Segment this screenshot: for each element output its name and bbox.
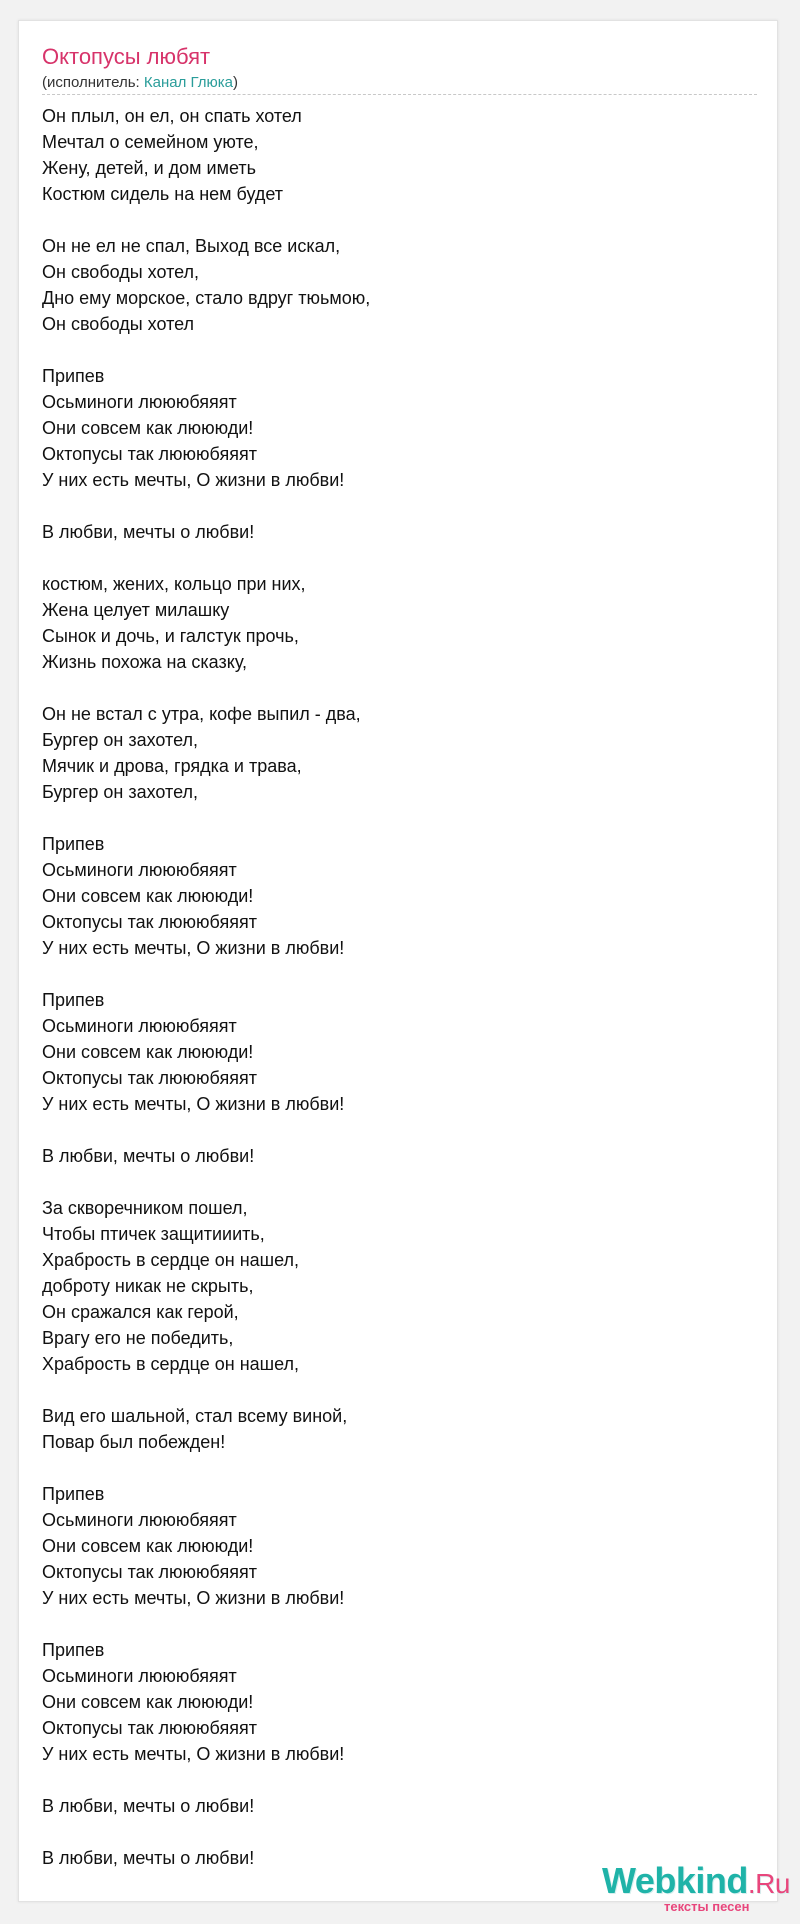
lyric-line: Октопусы так люююбяяят	[42, 1718, 257, 1738]
lyric-line: Припев	[42, 366, 105, 386]
lyric-line: Он свободы хотел,	[42, 262, 200, 282]
lyric-line: Они совсем как люююди!	[42, 1692, 254, 1712]
lyric-line: Припев	[42, 1484, 105, 1504]
lyric-line: Бургер он захотел,	[42, 782, 199, 802]
lyric-line: Они совсем как люююди!	[42, 418, 254, 438]
lyric-line: Октопусы так люююбяяят	[42, 444, 257, 464]
lyric-line: В любви, мечты о любви!	[42, 1848, 255, 1868]
lyric-line: Он не ел не спал, Выход все искал,	[42, 236, 341, 256]
lyric-line: Сынок и дочь, и галстук прочь,	[42, 626, 299, 646]
lyrics-stanza	[42, 1195, 742, 1377]
lyric-line: Они совсем как люююди!	[42, 886, 254, 906]
lyrics-stanza	[42, 1793, 742, 1819]
lyrics-stanza	[42, 831, 742, 961]
lyrics-card	[18, 20, 790, 1914]
lyric-line: У них есть мечты, О жизни в любви!	[42, 938, 345, 958]
lyric-line: Вид его шальной, стал всему виной,	[42, 1406, 348, 1426]
lyric-line: В любви, мечты о любви!	[42, 522, 255, 542]
lyrics-stanza	[42, 103, 742, 207]
lyric-line: Бургер он захотел,	[42, 730, 199, 750]
lyric-line: Он не встал с утра, кофе выпил - два,	[42, 704, 361, 724]
lyric-line: Дно ему морское, стало вдруг тюьмою,	[42, 288, 371, 308]
artist-prefix: (исполнитель:	[42, 74, 144, 91]
lyric-line: Костюм сидель на нем будет	[42, 184, 284, 204]
artist-suffix: )	[233, 74, 239, 91]
lyrics-stanza	[42, 363, 742, 493]
lyrics-stanza	[42, 1143, 742, 1169]
lyrics-stanza	[42, 233, 742, 337]
lyric-line: У них есть мечты, О жизни в любви!	[42, 1094, 345, 1114]
lyrics-stanza	[42, 519, 742, 545]
lyric-line: Припев	[42, 1640, 105, 1660]
lyric-line: Припев	[42, 990, 105, 1010]
lyric-line: У них есть мечты, О жизни в любви!	[42, 470, 345, 490]
lyric-line: Они совсем как люююди!	[42, 1536, 254, 1556]
lyric-line: У них есть мечты, О жизни в любви!	[42, 1744, 345, 1764]
lyric-line: Осьминоги люююбяяят	[42, 1016, 237, 1036]
lyric-line: Мечтал о семейном уюте,	[42, 132, 259, 152]
webkind-watermark	[582, 1861, 794, 1921]
lyric-line: костюм, жених, кольцо при них,	[42, 574, 306, 594]
lyric-line: В любви, мечты о любви!	[42, 1796, 255, 1816]
lyrics-stanza	[42, 1637, 742, 1767]
lyric-line: Октопусы так люююбяяят	[42, 1068, 257, 1088]
lyric-line: Храбрость в сердце он нашел,	[42, 1354, 300, 1374]
lyric-line: Они совсем как люююди!	[42, 1042, 254, 1062]
artist-line	[42, 74, 238, 92]
watermark-tagline: тексты песен	[664, 1899, 750, 1914]
watermark-logo	[602, 1861, 790, 1904]
lyric-line: Осьминоги люююбяяят	[42, 1666, 237, 1686]
lyrics-stanza	[42, 987, 742, 1117]
lyrics-stanza	[42, 1481, 742, 1611]
lyric-line: Осьминоги люююбяяят	[42, 392, 237, 412]
lyric-line: Октопусы так люююбяяят	[42, 1562, 257, 1582]
lyric-line: У них есть мечты, О жизни в любви!	[42, 1588, 345, 1608]
lyric-line: Он сражался как герой,	[42, 1302, 239, 1322]
lyric-line: Жизнь похожа на сказку,	[42, 652, 248, 672]
lyric-line: доброту никак не скрыть,	[42, 1276, 254, 1296]
lyric-line: В любви, мечты о любви!	[42, 1146, 255, 1166]
lyrics-stanza	[42, 701, 742, 805]
lyric-line: Припев	[42, 834, 105, 854]
lyric-line: Он свободы хотел	[42, 314, 195, 334]
lyrics-body	[42, 103, 742, 1897]
lyric-line: Осьминоги люююбяяят	[42, 1510, 237, 1530]
lyric-line: Октопусы так люююбяяят	[42, 912, 257, 932]
lyrics-stanza	[42, 571, 742, 675]
lyric-line: Осьминоги люююбяяят	[42, 860, 237, 880]
lyric-line: За скворечником пошел,	[42, 1198, 248, 1218]
lyrics-stanza	[42, 1403, 742, 1455]
title-divider	[42, 94, 757, 95]
lyric-line: Повар был побежден!	[42, 1432, 226, 1452]
lyric-line: Жену, детей, и дом иметь	[42, 158, 256, 178]
lyric-line: Храбрость в сердце он нашел,	[42, 1250, 300, 1270]
lyric-line: Врагу его не победить,	[42, 1328, 234, 1348]
watermark-name: Webkind	[602, 1860, 748, 1901]
lyric-line: Он плыл, он ел, он спать хотел	[42, 106, 302, 126]
lyric-line: Чтобы птичек защитииить,	[42, 1224, 265, 1244]
song-title: Октопусы любят	[42, 44, 211, 69]
lyric-line: Мячик и дрова, грядка и трава,	[42, 756, 302, 776]
lyric-line: Жена целует милашку	[42, 600, 230, 620]
artist-link[interactable]: Канал Глюка	[143, 74, 234, 91]
watermark-tld: .Ru	[747, 1868, 790, 1899]
